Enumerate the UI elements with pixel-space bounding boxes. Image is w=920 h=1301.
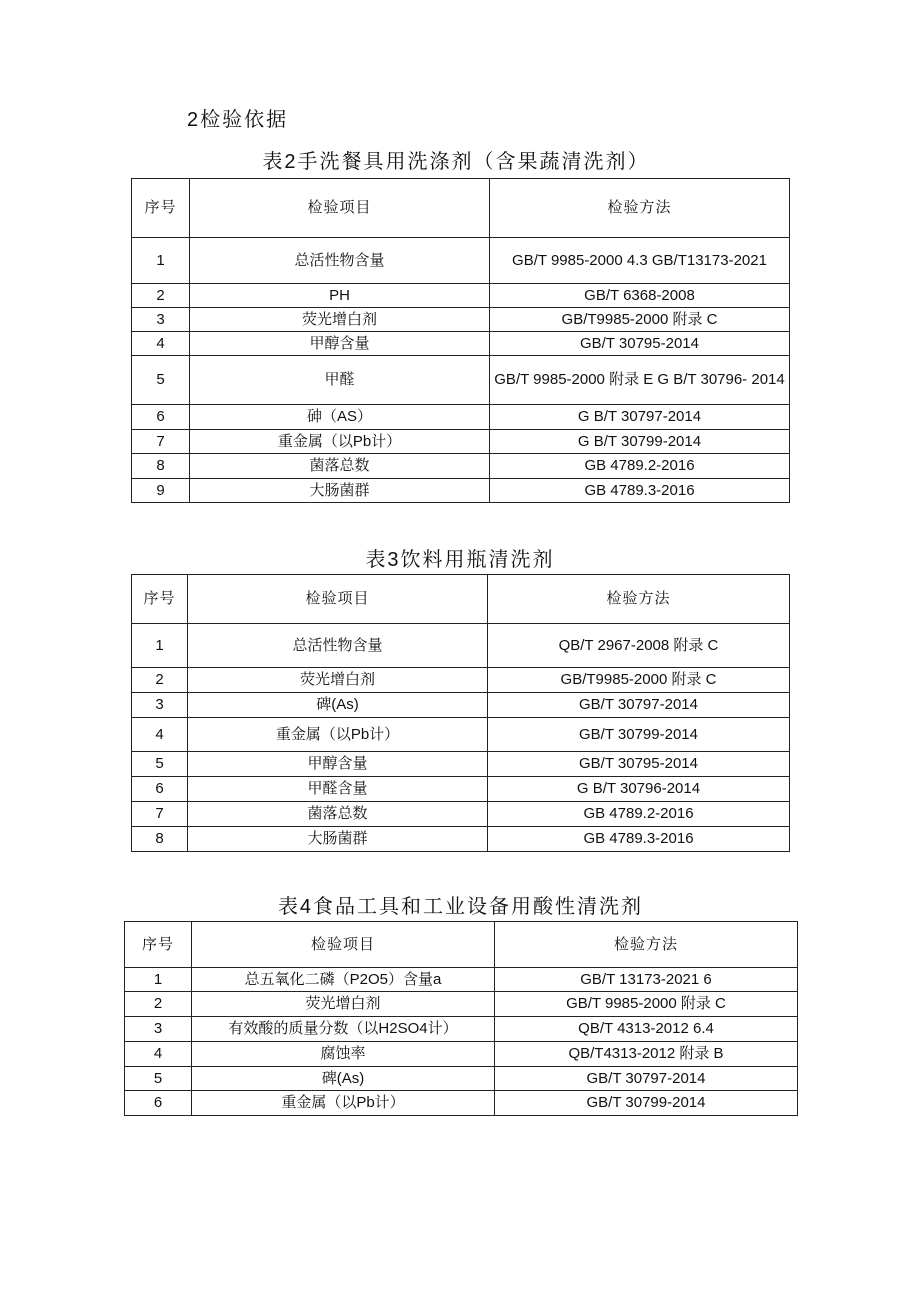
table-row: [132, 356, 790, 405]
test-method-cell: G B/T 30796-2014: [488, 777, 790, 802]
test-item-cell: 重金属（以Pb计）: [192, 1091, 495, 1116]
table-row: [132, 332, 790, 356]
table-2: [131, 178, 790, 503]
test-item-cell: 碑(As): [188, 693, 488, 718]
row-number-cell: 6: [125, 1091, 192, 1116]
header-test-method: 检验方法: [488, 575, 790, 624]
table-row: [132, 827, 790, 852]
test-method-cell: GB/T 30799-2014: [495, 1091, 798, 1116]
test-method-cell: GB 4789.2-2016: [490, 454, 790, 479]
test-item-cell: 碑(As): [192, 1067, 495, 1091]
row-number-cell: 4: [132, 718, 188, 752]
test-method-cell: GB/T9985-2000 附录 C: [488, 668, 790, 693]
test-item-cell: 菌落总数: [190, 454, 490, 479]
test-item-cell: 总五氧化二磷（P2O5）含量a: [192, 968, 495, 992]
table-row: [132, 624, 790, 668]
header-test-method: 检验方法: [495, 922, 798, 968]
test-item-cell: 甲醇含量: [188, 752, 488, 777]
table-row: [125, 1042, 798, 1067]
row-number-cell: 4: [125, 1042, 192, 1067]
row-number-cell: 4: [132, 332, 190, 356]
row-number-cell: 5: [132, 752, 188, 777]
table-row: [125, 1091, 798, 1116]
table-row: [132, 284, 790, 308]
test-method-cell: QB/T 4313-2012 6.4: [495, 1017, 798, 1042]
table-row: [125, 1017, 798, 1042]
table-header-row: [132, 179, 790, 238]
table-row: [125, 968, 798, 992]
table-row: [132, 238, 790, 284]
test-method-cell: GB/T 6368-2008: [490, 284, 790, 308]
test-method-cell: GB/T 30797-2014: [495, 1067, 798, 1091]
table-3-caption: 表3饮料用瓶清洗剂: [365, 549, 555, 571]
header-number: 序号: [132, 575, 188, 624]
table-row: [132, 668, 790, 693]
table-row: [132, 752, 790, 777]
test-method-cell: GB/T 30795-2014: [488, 752, 790, 777]
table-row: [125, 992, 798, 1017]
table-row: [132, 405, 790, 430]
test-item-cell: 重金属（以Pb计）: [188, 718, 488, 752]
test-method-cell: GB/T 9985-2000 附录 C: [495, 992, 798, 1017]
row-number-cell: 7: [132, 802, 188, 827]
header-test-item: 检验项目: [188, 575, 488, 624]
test-method-cell: GB/T9985-2000 附录 C: [490, 308, 790, 332]
table-row: [132, 454, 790, 479]
row-number-cell: 6: [132, 405, 190, 430]
table-4: [124, 921, 798, 1116]
table-row: [132, 430, 790, 454]
test-method-cell: GB 4789.2-2016: [488, 802, 790, 827]
table-3: [131, 574, 790, 852]
table-header-row: [125, 922, 798, 968]
test-item-cell: 荧光增白剂: [192, 992, 495, 1017]
test-item-cell: 菌落总数: [188, 802, 488, 827]
test-item-cell: 有效酸的质量分数（以H2SO4计）: [192, 1017, 495, 1042]
header-test-method: 检验方法: [490, 179, 790, 238]
header-test-item: 检验项目: [192, 922, 495, 968]
test-item-cell: 重金属（以Pb计）: [190, 430, 490, 454]
row-number-cell: 1: [125, 968, 192, 992]
header-test-item: 检验项目: [190, 179, 490, 238]
test-method-cell: GB/T 9985-2000 4.3 GB/T13173-2021: [490, 238, 790, 284]
table-row: [132, 802, 790, 827]
table-2-caption: 表2手洗餐具用洗涤剂（含果蔬清洗剂）: [262, 151, 650, 173]
test-method-cell: GB 4789.3-2016: [488, 827, 790, 852]
test-method-cell: G B/T 30799-2014: [490, 430, 790, 454]
header-number: 序号: [132, 179, 190, 238]
table-row: [132, 693, 790, 718]
test-item-cell: 砷（AS）: [190, 405, 490, 430]
test-item-cell: 荧光增白剂: [188, 668, 488, 693]
row-number-cell: 2: [132, 668, 188, 693]
table-header-row: [132, 575, 790, 624]
table-row: [125, 1067, 798, 1091]
test-method-cell: GB/T 9985-2000 附录 E G B/T 30796- 2014: [490, 356, 790, 405]
row-number-cell: 7: [132, 430, 190, 454]
test-item-cell: 大肠菌群: [188, 827, 488, 852]
table-row: [132, 718, 790, 752]
test-item-cell: 甲醛: [190, 356, 490, 405]
test-method-cell: GB/T 30799-2014: [488, 718, 790, 752]
test-method-cell: QB/T 2967-2008 附录 C: [488, 624, 790, 668]
test-item-cell: 腐蚀率: [192, 1042, 495, 1067]
test-method-cell: GB/T 30795-2014: [490, 332, 790, 356]
test-method-cell: GB/T 30797-2014: [488, 693, 790, 718]
test-method-cell: GB 4789.3-2016: [490, 479, 790, 503]
test-method-cell: GB/T 13173-2021 6: [495, 968, 798, 992]
row-number-cell: 2: [125, 992, 192, 1017]
row-number-cell: 3: [132, 693, 188, 718]
test-item-cell: 总活性物含量: [190, 238, 490, 284]
test-item-cell: PH: [190, 284, 490, 308]
section-heading: 2检验依据: [187, 109, 289, 131]
test-item-cell: 总活性物含量: [188, 624, 488, 668]
test-item-cell: 甲醇含量: [190, 332, 490, 356]
test-item-cell: 大肠菌群: [190, 479, 490, 503]
table-row: [132, 479, 790, 503]
row-number-cell: 3: [132, 308, 190, 332]
test-item-cell: 甲醛含量: [188, 777, 488, 802]
row-number-cell: 2: [132, 284, 190, 308]
row-number-cell: 9: [132, 479, 190, 503]
test-item-cell: 荧光增白剂: [190, 308, 490, 332]
row-number-cell: 1: [132, 624, 188, 668]
table-row: [132, 308, 790, 332]
row-number-cell: 6: [132, 777, 188, 802]
test-method-cell: G B/T 30797-2014: [490, 405, 790, 430]
row-number-cell: 8: [132, 454, 190, 479]
row-number-cell: 5: [125, 1067, 192, 1091]
row-number-cell: 3: [125, 1017, 192, 1042]
header-number: 序号: [125, 922, 192, 968]
row-number-cell: 5: [132, 356, 190, 405]
test-method-cell: QB/T4313-2012 附录 B: [495, 1042, 798, 1067]
row-number-cell: 1: [132, 238, 190, 284]
row-number-cell: 8: [132, 827, 188, 852]
table-row: [132, 777, 790, 802]
table-4-caption: 表4食品工具和工业设备用酸性清洗剂: [277, 896, 644, 918]
